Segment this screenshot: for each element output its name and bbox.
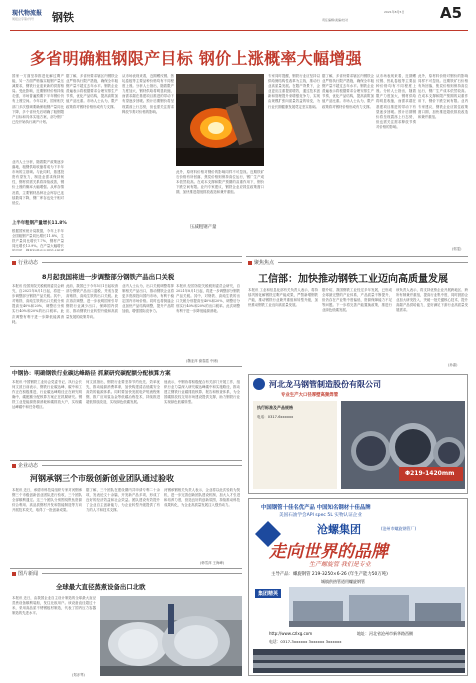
masthead-section: 钢铁 [52,11,74,24]
story-export-col2: 此前，我国已于今年5月1日起取消部分钢铁产品出口退税，并适当提高铬铁、高纯生铁的出口关税。此次再次调整，进一步表明国家引导钢铁行业减少出口、保障国内供应、推动钢铁行业转型升级和高质量发展的政策导向。 [66,284,118,319]
story-cisa-col2: 何文波指出，钢铁行业要坚持节约优先、效率优先，推动能源消费革命，加快构建清洁低碳安全高效的能源体系。同时要加快发展电炉短流程炼钢，推广应用氢冶金等低碳冶炼技术，持续推进超低排放改造，实现绿色低碳发展。 [86,380,160,405]
divider-3b [42,465,242,466]
section-tag-enterprise-label: 企业动态 [18,463,39,469]
lead-subhead: 上半年粗钢产量增长11.8% [12,221,67,226]
section-tag-industry-label: 行业动态 [18,260,39,266]
ad-canglu-company: 沧螺集团 [317,523,361,536]
ad-longma-tagline: 专业生产大口径厚壁高频焊管 [281,393,339,398]
masthead-issue: 周报总字第/刊号 [12,17,35,21]
lead-col-2: 业内人士分析，随着限产政策逐步落地，粗钢供给收缩将成为下半年市场的主基调。与此同时，基建投资有望发力，制造业需求保持韧性，钢材供需关系将持续改善，钢价上涨的概率大幅增强。从库存情况看，主要钢材品种社会库存已连续数周下降，钢厂库存也处于相对低位。 [12,160,64,205]
masthead-date: 2021年8月5日 [384,10,405,14]
story-export-col3: 业内人士认为，出口关税调整将抑制相关产品出口，推动钢铁企业将更多资源投向国内市场，有利于稳定国内市场价格。同时也将倒逼企业加快产品结构调整，提升产品附加值，增强国际竞争力。 [122,284,174,314]
equipment-photo [100,596,242,676]
section-tag-photo-label: 图片新闻 [18,571,39,577]
story-cisa-col3: 他表示，中钢协将积极配合有关部门开展工作，组织行业力量深入研究碳达峰碳中和实施路径，推动建立钢铁行业碳排放核算、报告和核查体系，为全国碳排放权交易市场建设提供支撑，助力钢铁行业实现绿色低碳转型。 [164,380,240,405]
lead-col-9: 从市场表现来看，近期螺纹钢、热轧卷板等主要品种价格均有不同程度上涨。分析人士指出，随着限产力度加大，钢材供给将明显收缩，而需求端在基建项目推进的带动下有望逐步回暖。预计后期钢价将呈现震荡上行态势，但也需关注需求释放节奏对价格的影响。 [376,74,416,129]
ad-canglu-pipes-image [253,649,465,673]
ad-longma-logo-icon [253,378,265,390]
divider-4 [10,568,242,569]
story-photo-byline: (郑亦琴) [72,673,85,677]
story-hebei-col1: 本报讯 近日，承德市科技局组织专家对河钢承钢三个市级创新创业团队进行验收，三个团队全部顺利通过。这三个团队分别围绕钒钛资源综合利用、高品质钢材开发和智能制造等方向开展技术攻关，取得了一批创新成果。 [12,488,82,513]
lead-col-7: 专家同时提醒，钢铁行业应坚持以供给侧结构性改革为主线，推动行业高质量发展。在限产背景下，企业更应注重提质增效，通过技术创新和管理提升来增强竞争力，实现由规模扩张向质量效益的转变，为行业长期健康发展奠定坚实基础。 [268,74,320,109]
ad-canglu-footer-label: 集团精英 [255,589,281,598]
divider-4b [42,573,242,574]
story-export-byline: (魏亚萍 谢春霞 中储) [186,359,218,363]
story-photo-title: 全球最大直径蒸煮设备出口北欧 [56,583,146,591]
section-tag-focus [248,259,274,266]
ad-canglu-top: 中国钢管十佳名优产品 中国知名钢材十佳品牌 [261,505,371,511]
lead-byline: (郭雯) [452,247,462,251]
ad-longma-spec-title: 执行标准及产品规格 [257,405,293,410]
lead-col-5: 从市场表现来看，近期螺纹钢、热轧卷板等主要品种价格均有不同程度上涨。分析人士指出，随着限产力度加大，钢材供给将明显收缩，而需求端在基建项目推进的带动下有望逐步回暖。预计后期钢价将呈现震荡上行态势，但也需关注需求释放节奏对价格的影响。 [122,74,174,114]
ad-canglu-web[interactable]: http://www.czlxg.com [269,631,313,636]
divider-r1b [278,262,468,263]
lead-col-6: 此外，原材料价格对钢价的影响同样不可忽视。近期铁矿石价格有所回落，焦炭价格则保持高位运行，钢厂生产成本依然较高。在成本支撑和限产预期的双重作用下，钢价下跌空间有限。业内专家建议，钢铁企业应抓住政策窗口期，加快推进超低排放改造和兼并重组。 [176,170,264,195]
lead-photo-caption: 压减粗钢产量 [190,225,217,230]
story-hebei-title: 河钢承钢三个市级创新创业团队通过验收 [30,474,174,483]
masthead-rule [10,30,468,31]
lead-col-3: 根据国家统计局数据，今年上半年全国粗钢产量同比增长11.8%，生铁产量同比增长7.7%，钢材产量同比增长13.9%。在产量大幅增长 [12,229,64,249]
story-hebei-col3: 河钢承钢相关负责人表示，企业将以此次验收为契机，进一步完善创新团队建设机制，加大人才引进和培养力度，营造良好的创新氛围，持续推动科技成果转化，为企业高质量发展注入强劲动力。 [164,488,240,508]
ad-canglu-address: 地址：河北省沧州市新华路西侧 [357,631,413,636]
ad-canglu-slogan2: 生产螺旋管 我们是专业 [309,561,371,568]
story-photo-text: 本报讯 近日，由我国企业自主设计制造的全球最大直径蒸煮设备顺利装船，发往北欧用户。该设备直径超过十米，采用高品质不锈钢板材制造，代表了国内压力容器制造的先进水平。 [12,596,96,616]
lead-col-8: 据了解，多省份要求辖区内钢铁企业严格执行限产措施，确保全年粗钢产量不超过去年水平。钢铁企业普遍表示将根据要求合理安排生产节奏，优化产品结构，提高高附加值产品比重。市场人士认为，限产政策将对钢材价格形成有力支撑。 [322,74,374,109]
section-tag-focus-label: 聚焦焦点 [254,260,275,266]
masthead-editors: 责任编辑/美编/校对 [322,18,349,22]
ad-canglu-top2: 美国石油学会API spec 5L 实物认证企业 [279,513,362,518]
main-headline: 多省明确粗钢限产目标 钢价上涨概率大幅增强 [30,49,362,68]
ad-canglu-factory-image [289,587,465,627]
steel-mill-photo [176,74,264,166]
ad-longma [248,374,468,494]
section-tag-photo [12,570,38,577]
story-ministry-title: 工信部：加快推动钢铁工业迈向高质量发展 [258,274,448,285]
story-export-title: 8月起我国将进一步调整部分钢铁产品出口关税 [42,273,175,281]
section-square-icon [12,572,16,576]
ad-longma-banner-text: Φ219-1420mm [405,470,455,477]
ad-canglu-product2: 城镇供热管道用螺旋钢管 [321,579,365,584]
ad-canglu [248,498,468,676]
divider-r1 [246,256,468,257]
section-tag-enterprise [12,462,38,469]
page-label: A5 [440,4,463,22]
ad-longma-phone: 电话：0317-6xxxxxx [257,415,294,419]
section-square-icon [248,261,252,265]
masthead [0,0,476,40]
lead-col-10: 此外，原材料价格对钢价的影响同样不可忽视。近期铁矿石价格有所回落，焦炭价格则保持高位运行，钢厂生产成本依然较高。在成本支撑和限产预期的双重作用下，钢价下跌空间有限。业内专家建议，钢铁企业应抓住政策窗口期，加快推进超低排放改造和兼并重组。 [418,74,468,119]
lead-col-4: 据了解，多省份要求辖区内钢铁企业严格执行限产措施，确保全年粗钢产量不超过去年水平。钢铁企业普遍表示将根据要求合理安排生产节奏，优化产品结构，提高高附加值产品比重。市场人士认为，限产政策将对钢材价格形成有力支撑。 [66,74,118,109]
ad-canglu-company-sub: (沧州市螺旋钢管厂) [381,526,417,531]
section-square-icon [12,464,16,468]
divider-1 [10,256,242,257]
story-ministry-byline: (孙嘉) [448,363,458,367]
lead-col-1: 国家一方面坚持推进化解过剩产能，另一方面严格落实粗钢产量压减要求，钢铁行业迎来新的供需格局。受此影响，近期钢材价格持续走强，市场普遍预期下半年钢价仍有上涨空间。今年以来，国家相关部门多次强调要确保粗钢产量同比下降，多个省份先后明确了粗钢限产目标和具体实施方案，部分钢厂已经开始执行减产计划。 [12,74,64,124]
divider-2 [10,366,242,367]
story-export-col4: 本报讯 经国务院关税税则委员会研究，自2021年8月1日起，将进一步调整部分钢铁产品关税。其中，对铬铁、高纯生铁的出口关税分别提高至40%和20%，调整后分别实行40%和20%的出口税率。此次调整有利于进一步降低能源消耗。 [176,284,240,314]
story-ministry-col2: 据介绍，我国钢铁工业经过多年发展，已形成全球最完整的产业体系，产品质量不断提升，但仍存在产业集中度偏低、资源保障能力不足等问题。下一步将完善产能置换政策，推进行业绿色低碳发展。 [322,288,392,313]
section-tag-industry [12,259,38,266]
ad-longma-pipes-image [341,401,465,489]
ad-canglu-phones: 电话：0317-3xxxxxx 3xxxxxx 3xxxxxx [269,639,342,644]
ad-canglu-slogan: 走向世界的品牌 [269,542,388,562]
ad-canglu-product: 主导产品：螺旋钢管 219-3250×6-26 (年生产能力50万吨) [271,572,388,577]
ad-longma-spec-box [253,401,337,489]
story-cisa-title: 中钢协：明确钢铁行业碳达峰路径 抓紧研究碳配额分配核算方案 [12,371,171,377]
story-ministry-col3: 该负责人表示，将支持优势企业开展跨地区、跨所有制兼并重组，提高行业集中度，同时鼓励企业加大研发投入，突破一批关键核心技术，提升高端产品供给能力，更好满足下游行业高质量发展需求。 [396,288,468,313]
ad-longma-company: 河北龙马钢管制造股份有限公司 [269,380,381,389]
story-hebei-col2: 据了解，三个团队在建设期内共申请专利二十余项，发表论文十余篇，开发新产品多项，形成了良好的经济效益和社会效益。团队建设有效提升了企业自主创新能力，为企业转型升级提供了有力的人才和技术支撑。 [86,488,160,513]
divider-1b [42,262,242,263]
story-hebei-byline: (韩雪萍 王海峰) [200,561,225,565]
section-square-icon [12,261,16,265]
story-cisa-col1: 本报讯 中国钢铁工业协会党委书记、执行会长何文波日前表示，钢铁行业碳达峰、碳中和工作正在积极推进，行业碳达峰路径正在研究明确中，碳配额分配核算方案正在抓紧研究。钢铁工业是能源资源消耗和碳排放大户，实现碳达峰碳中和任务艰巨。 [12,380,82,410]
divider-3 [10,460,242,461]
story-export-col1: 本报讯 经国务院关税税则委员会研究，自2021年8月1日起，将进一步调整部分钢铁产品关税。其中，对铬铁、高纯生铁的出口关税分别提高至40%和20%，调整后分别实行40%和20%的出口税率。此次调整有利于进一步降低能源消耗。 [12,284,64,324]
masthead-logo: 现代物流报 [12,10,43,17]
story-ministry-col1: 本报讯 工业和信息化部有关负责人表示，将持续巩固化解钢铁过剩产能成果，严禁新增钢铁产能，推动钢铁行业兼并重组和转型升级，加快推动钢铁工业迈向高质量发展。 [248,288,318,308]
